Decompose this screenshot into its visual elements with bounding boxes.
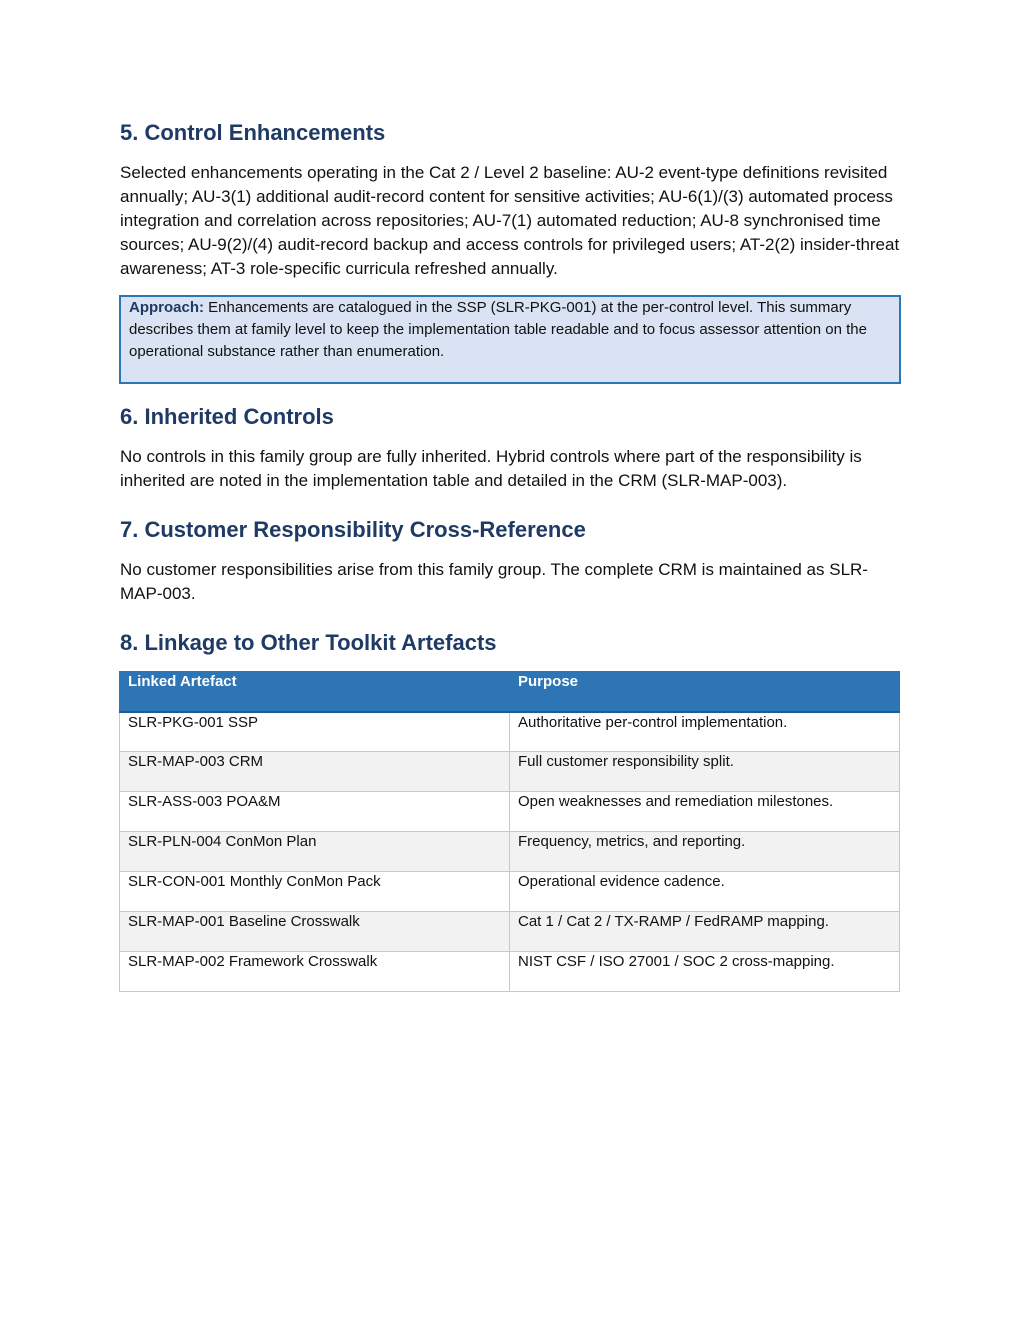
purpose-cell: Full customer responsibility split. xyxy=(510,752,900,792)
table-row xyxy=(120,832,900,872)
artefact-cell: SLR-PKG-001 SSP xyxy=(120,712,510,752)
table-row xyxy=(120,912,900,952)
section-body: No controls in this family group are fully inherited. Hybrid controls where part of the responsibility is inherited are noted in the implementation table and detailed in the CRM (SLR-MAP-003). xyxy=(120,447,862,490)
table-row xyxy=(120,792,900,832)
callout-lead: Approach: xyxy=(129,299,204,316)
purpose-cell: NIST CSF / ISO 27001 / SOC 2 cross-mapping. xyxy=(510,952,900,992)
purpose-cell: Cat 1 / Cat 2 / TX-RAMP / FedRAMP mapping. xyxy=(510,912,900,952)
section-customer-responsibility xyxy=(120,515,900,606)
table-row xyxy=(120,872,900,912)
header-purpose: Purpose xyxy=(510,672,900,712)
table-row xyxy=(120,712,900,752)
artefact-cell: SLR-CON-001 Monthly ConMon Pack xyxy=(120,872,510,912)
section-linkage xyxy=(120,628,900,992)
section-heading: 5. Control Enhancements xyxy=(120,120,386,145)
approach-callout xyxy=(119,295,901,384)
header-linked-artefact: Linked Artefact xyxy=(120,672,510,712)
artefact-cell: SLR-PLN-004 ConMon Plan xyxy=(120,832,510,872)
section-inherited-controls xyxy=(120,402,900,493)
section-heading: 7. Customer Responsibility Cross-Reference xyxy=(120,517,586,542)
linkage-table xyxy=(119,671,900,992)
artefact-cell: SLR-ASS-003 POA&M xyxy=(120,792,510,832)
table-row xyxy=(120,752,900,792)
purpose-cell: Authoritative per-control implementation. xyxy=(510,712,900,752)
table-header-row xyxy=(120,672,900,712)
artefact-cell: SLR-MAP-003 CRM xyxy=(120,752,510,792)
section-control-enhancements xyxy=(120,118,900,384)
purpose-cell: Frequency, metrics, and reporting. xyxy=(510,832,900,872)
purpose-cell: Open weaknesses and remediation milestones. xyxy=(510,792,900,832)
section-heading: 8. Linkage to Other Toolkit Artefacts xyxy=(120,630,497,655)
artefact-cell: SLR-MAP-002 Framework Crosswalk xyxy=(120,952,510,992)
section-heading: 6. Inherited Controls xyxy=(120,404,334,429)
table-row xyxy=(120,952,900,992)
purpose-cell: Operational evidence cadence. xyxy=(510,872,900,912)
document-page xyxy=(120,118,900,992)
callout-text: Enhancements are catalogued in the SSP (SLR-PKG-001) at the per-control level. This summary describes them at family level to keep the implementation table readable and to focus assessor attention on the operational substance rather than enumeration. xyxy=(129,299,867,360)
artefact-cell: SLR-MAP-001 Baseline Crosswalk xyxy=(120,912,510,952)
section-body: No customer responsibilities arise from this family group. The complete CRM is maintained as SLR-MAP-003. xyxy=(120,560,868,603)
section-body: Selected enhancements operating in the Cat 2 / Level 2 baseline: AU-2 event-type definitions revisited annually; AU-3(1) additional audit-record content for sensitive activities; AU-6(1)/(3) automated process integration and correlation across repositories; AU-7(1) automated reduction; AU-8 synchronised time sources; AU-9(2)/(4) audit-record backup and access controls for privileged users; AT-2(2) insider-threat awareness; AT-3 role-specific curricula refreshed annually. xyxy=(120,163,900,278)
